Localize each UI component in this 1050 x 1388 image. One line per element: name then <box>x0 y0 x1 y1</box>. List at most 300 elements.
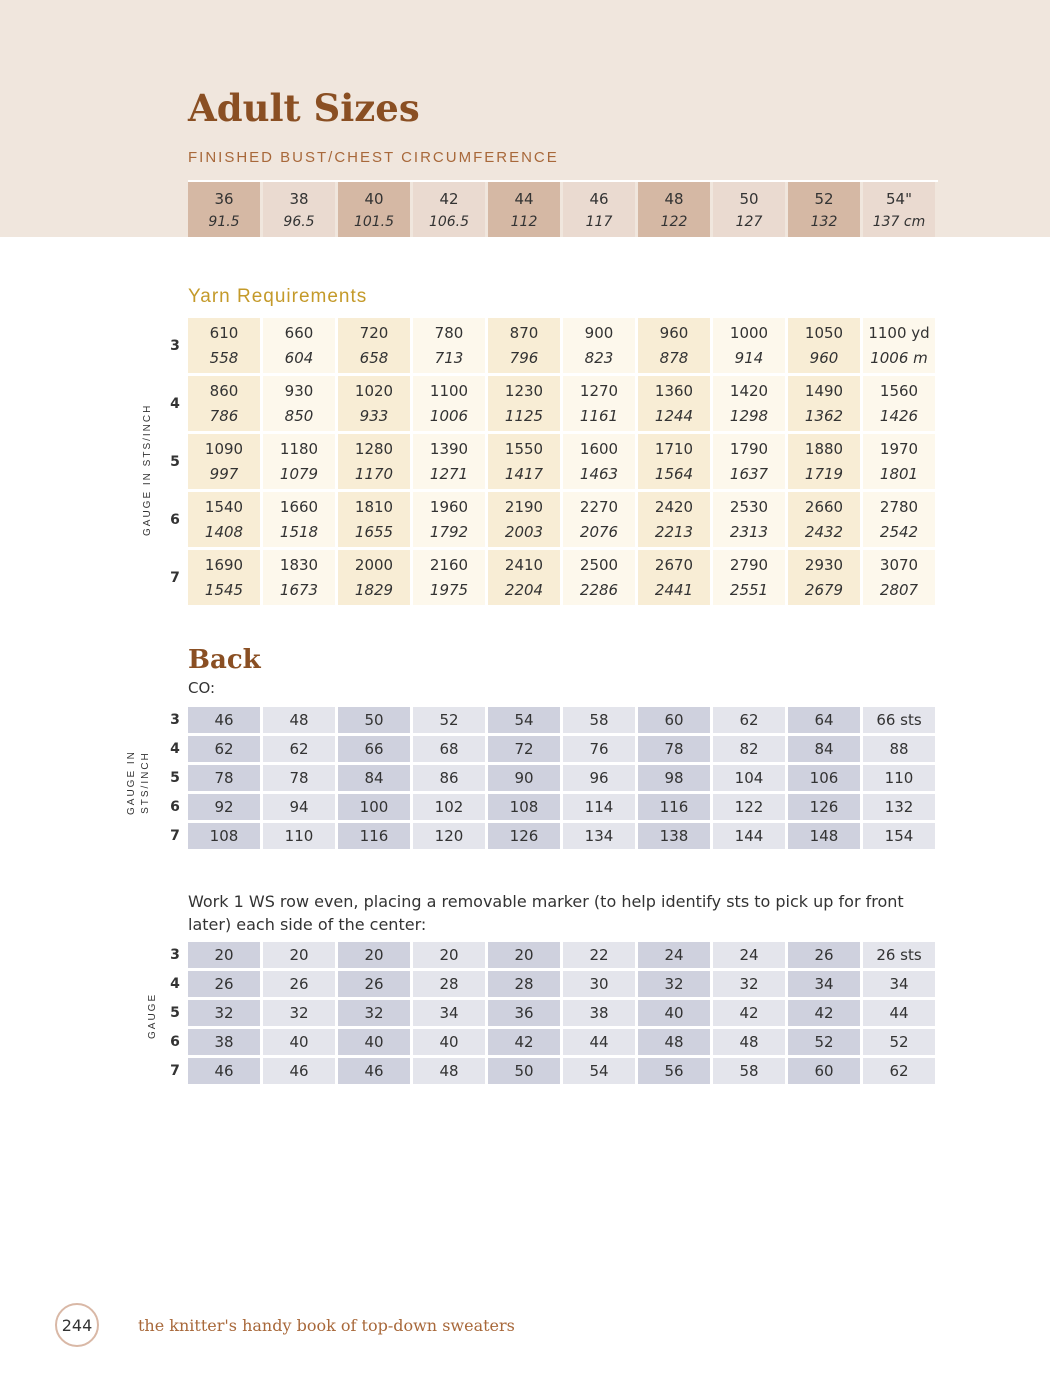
back-cell: 108 <box>188 823 260 849</box>
yarn-yards: 1660 <box>279 498 319 517</box>
size-cm: 122 <box>660 213 688 230</box>
yarn-cell <box>338 376 410 431</box>
work-cell: 40 <box>413 1029 485 1055</box>
work-cell: 60 <box>788 1058 860 1084</box>
back-gauge-number: 7 <box>170 828 180 844</box>
yarn-yards: 870 <box>509 324 539 343</box>
work-cell: 36 <box>488 1000 560 1026</box>
back-cell: 114 <box>563 794 635 820</box>
size-cm: 132 <box>810 213 838 230</box>
yarn-cell <box>413 434 485 489</box>
yarn-yards: 1970 <box>879 440 919 459</box>
back-gauge-number: 5 <box>170 770 180 786</box>
work-cell: 40 <box>263 1029 335 1055</box>
back-cell: 102 <box>413 794 485 820</box>
yarn-yards: 2670 <box>654 556 694 575</box>
back-cell: 132 <box>863 794 935 820</box>
size-inches: 50 <box>739 189 759 208</box>
yarn-yards: 610 <box>209 324 239 343</box>
yarn-yards: 1560 <box>879 382 919 401</box>
yarn-row <box>188 434 935 489</box>
yarn-yards: 1050 <box>804 324 844 343</box>
size-cell <box>263 182 335 237</box>
size-inches: 52 <box>814 189 834 208</box>
back-cell: 120 <box>413 823 485 849</box>
yarn-meters: 1463 <box>579 464 619 483</box>
work-instruction-text: Work 1 WS row even, placing a removable marker (to help identify sts to pick up for front later) each side of the center: <box>188 892 904 934</box>
yarn-cell <box>638 376 710 431</box>
yarn-cell <box>863 434 935 489</box>
work-gauge-number: 5 <box>170 1005 180 1021</box>
yarn-cell <box>638 434 710 489</box>
yarn-meters: 1829 <box>354 580 394 599</box>
yarn-meters: 1079 <box>279 464 319 483</box>
work-cell: 22 <box>563 942 635 968</box>
back-cell: 110 <box>863 765 935 791</box>
size-cm: 96.5 <box>283 213 315 230</box>
yarn-meters: 2204 <box>504 580 544 599</box>
back-cell: 62 <box>263 736 335 762</box>
work-cell: 40 <box>638 1000 710 1026</box>
size-cm: 101.5 <box>353 213 395 230</box>
yarn-cell <box>638 550 710 605</box>
yarn-cell <box>788 492 860 547</box>
back-cell: 92 <box>188 794 260 820</box>
yarn-yards: 1600 <box>579 440 619 459</box>
yarn-yards: 2410 <box>504 556 544 575</box>
back-row <box>188 823 935 849</box>
yarn-cell <box>788 318 860 373</box>
yarn-yards: 1810 <box>354 498 394 517</box>
yarn-meters: 713 <box>434 348 464 367</box>
back-cell: 84 <box>338 765 410 791</box>
yarn-cell <box>563 550 635 605</box>
work-cell: 44 <box>563 1029 635 1055</box>
yarn-yards: 930 <box>284 382 314 401</box>
yarn-cell <box>413 492 485 547</box>
yarn-cell <box>263 434 335 489</box>
yarn-meters: 786 <box>209 406 239 425</box>
back-cell: 108 <box>488 794 560 820</box>
yarn-yards: 1000 <box>729 324 769 343</box>
work-cell: 26 <box>338 971 410 997</box>
back-cell: 154 <box>863 823 935 849</box>
back-cell: 60 <box>638 707 710 733</box>
work-row <box>188 1029 935 1055</box>
yarn-cell <box>713 376 785 431</box>
yarn-meters: 2432 <box>804 522 844 541</box>
yarn-meters: 2213 <box>654 522 694 541</box>
yarn-cell <box>488 492 560 547</box>
yarn-yards: 2420 <box>654 498 694 517</box>
yarn-meters: 878 <box>659 348 689 367</box>
back-cell: 78 <box>638 736 710 762</box>
back-cell: 58 <box>563 707 635 733</box>
size-inches: 44 <box>514 189 534 208</box>
size-cm: 127 <box>735 213 763 230</box>
work-cell: 50 <box>488 1058 560 1084</box>
back-cell: 110 <box>263 823 335 849</box>
co-label: CO: <box>188 679 216 697</box>
yarn-cell <box>488 550 560 605</box>
work-cell: 26 <box>263 971 335 997</box>
work-gauge-number: 3 <box>170 947 180 963</box>
yarn-meters: 1564 <box>654 464 694 483</box>
size-cell <box>188 182 260 237</box>
yarn-meters: 1719 <box>804 464 844 483</box>
work-cell: 30 <box>563 971 635 997</box>
size-cell <box>563 182 635 237</box>
yarn-row <box>188 318 935 373</box>
yarn-meters: 796 <box>509 348 539 367</box>
yarn-yards: 1100 yd <box>868 324 930 343</box>
yarn-yards: 1280 <box>354 440 394 459</box>
back-cell: 84 <box>788 736 860 762</box>
back-cell: 88 <box>863 736 935 762</box>
work-cell: 34 <box>788 971 860 997</box>
back-cell: 100 <box>338 794 410 820</box>
yarn-cell <box>713 492 785 547</box>
work-cell: 32 <box>188 1000 260 1026</box>
back-cell: 116 <box>638 794 710 820</box>
yarn-meters: 658 <box>359 348 389 367</box>
yarn-cell <box>188 492 260 547</box>
yarn-meters: 2542 <box>879 522 919 541</box>
yarn-yards: 2530 <box>729 498 769 517</box>
yarn-gauge-number: 7 <box>170 570 180 586</box>
yarn-yards: 960 <box>659 324 689 343</box>
yarn-cell <box>713 434 785 489</box>
back-cell: 82 <box>713 736 785 762</box>
page-title: Adult Sizes <box>188 86 420 130</box>
yarn-cell <box>563 434 635 489</box>
yarn-yards: 2270 <box>579 498 619 517</box>
back-cell: 126 <box>488 823 560 849</box>
size-cell <box>863 182 935 237</box>
size-inches: 36 <box>214 189 234 208</box>
size-cell <box>788 182 860 237</box>
work-cell: 32 <box>638 971 710 997</box>
yarn-gauge-number: 3 <box>170 338 180 354</box>
yarn-yards: 2790 <box>729 556 769 575</box>
work-cell: 38 <box>563 1000 635 1026</box>
size-inches: 38 <box>289 189 309 208</box>
yarn-yards: 1880 <box>804 440 844 459</box>
yarn-yards: 1390 <box>429 440 469 459</box>
yarn-cell <box>638 318 710 373</box>
back-row <box>188 736 935 762</box>
work-row <box>188 1058 935 1084</box>
yarn-meters: 1655 <box>354 522 394 541</box>
yarn-meters: 997 <box>209 464 239 483</box>
work-cell: 24 <box>638 942 710 968</box>
back-cell: 98 <box>638 765 710 791</box>
back-cell: 46 <box>188 707 260 733</box>
yarn-cell <box>188 318 260 373</box>
yarn-meters: 1408 <box>204 522 244 541</box>
back-gauge-number: 4 <box>170 741 180 757</box>
size-inches: 54" <box>886 189 912 208</box>
work-cell: 48 <box>413 1058 485 1084</box>
back-cell: 66 sts <box>863 707 935 733</box>
back-cell: 76 <box>563 736 635 762</box>
yarn-meters: 1975 <box>429 580 469 599</box>
yarn-meters: 2313 <box>729 522 769 541</box>
work-cell: 26 <box>788 942 860 968</box>
yarn-yards: 860 <box>209 382 239 401</box>
yarn-meters: 914 <box>734 348 764 367</box>
marker-table <box>188 942 935 1087</box>
size-inches: 46 <box>589 189 609 208</box>
yarn-requirements-table <box>188 318 935 608</box>
back-cell: 62 <box>713 707 785 733</box>
yarn-yards: 2160 <box>429 556 469 575</box>
back-cell: 104 <box>713 765 785 791</box>
yarn-yards: 1230 <box>504 382 544 401</box>
yarn-cell <box>488 434 560 489</box>
yarn-meters: 823 <box>584 348 614 367</box>
work-cell: 32 <box>263 1000 335 1026</box>
yarn-meters: 1417 <box>504 464 544 483</box>
yarn-meters: 1006 m <box>870 348 928 367</box>
yarn-meters: 1801 <box>879 464 919 483</box>
yarn-yards: 1490 <box>804 382 844 401</box>
work-cell: 46 <box>263 1058 335 1084</box>
work-cell: 54 <box>563 1058 635 1084</box>
yarn-meters: 2441 <box>654 580 694 599</box>
back-row <box>188 794 935 820</box>
work-cell: 46 <box>338 1058 410 1084</box>
yarn-yards: 720 <box>359 324 389 343</box>
yarn-meters: 2286 <box>579 580 619 599</box>
work-cell: 32 <box>338 1000 410 1026</box>
yarn-cell <box>638 492 710 547</box>
book-title-footer: the knitter's handy book of top-down sweaters <box>138 1316 515 1335</box>
yarn-meters: 558 <box>209 348 239 367</box>
yarn-cell <box>488 376 560 431</box>
yarn-meters: 1518 <box>279 522 319 541</box>
back-cell: 122 <box>713 794 785 820</box>
work-cell: 28 <box>413 971 485 997</box>
back-cell: 126 <box>788 794 860 820</box>
back-cell: 54 <box>488 707 560 733</box>
yarn-meters: 1673 <box>279 580 319 599</box>
size-inches: 48 <box>664 189 684 208</box>
back-gauge-number: 6 <box>170 799 180 815</box>
yarn-meters: 2003 <box>504 522 544 541</box>
yarn-meters: 1545 <box>204 580 244 599</box>
size-cell <box>413 182 485 237</box>
work-cell: 42 <box>713 1000 785 1026</box>
yarn-meters: 2076 <box>579 522 619 541</box>
work-row <box>188 971 935 997</box>
work-cell: 52 <box>788 1029 860 1055</box>
yarn-cell <box>788 376 860 431</box>
yarn-yards: 1830 <box>279 556 319 575</box>
yarn-meters: 1006 <box>429 406 469 425</box>
back-cell: 66 <box>338 736 410 762</box>
size-inches: 42 <box>439 189 459 208</box>
work-cell: 34 <box>863 971 935 997</box>
back-cell: 94 <box>263 794 335 820</box>
yarn-yards: 900 <box>584 324 614 343</box>
yarn-requirements-heading: Yarn Requirements <box>188 286 368 307</box>
yarn-cell <box>563 376 635 431</box>
yarn-yards: 780 <box>434 324 464 343</box>
yarn-meters: 1161 <box>579 406 619 425</box>
yarn-cell <box>188 434 260 489</box>
back-gauge-number: 3 <box>170 712 180 728</box>
yarn-cell <box>713 550 785 605</box>
yarn-meters: 2807 <box>879 580 919 599</box>
back-row <box>188 707 935 733</box>
work-cell: 62 <box>863 1058 935 1084</box>
yarn-meters: 933 <box>359 406 389 425</box>
work-cell: 20 <box>413 942 485 968</box>
back-cell: 68 <box>413 736 485 762</box>
work-cell: 20 <box>188 942 260 968</box>
yarn-row <box>188 550 935 605</box>
yarn-gauge-number: 6 <box>170 512 180 528</box>
yarn-yards: 1020 <box>354 382 394 401</box>
yarn-gauge-number: 5 <box>170 454 180 470</box>
yarn-meters: 1792 <box>429 522 469 541</box>
yarn-yards: 1540 <box>204 498 244 517</box>
yarn-cell <box>338 492 410 547</box>
back-cell: 50 <box>338 707 410 733</box>
yarn-yards: 1420 <box>729 382 769 401</box>
yarn-cell <box>863 492 935 547</box>
work-gauge-number: 6 <box>170 1034 180 1050</box>
back-cell: 78 <box>188 765 260 791</box>
work-cell: 42 <box>488 1029 560 1055</box>
yarn-yards: 2190 <box>504 498 544 517</box>
work-cell: 34 <box>413 1000 485 1026</box>
yarn-meters: 604 <box>284 348 314 367</box>
yarn-row <box>188 492 935 547</box>
yarn-yards: 1960 <box>429 498 469 517</box>
yarn-meters: 1362 <box>804 406 844 425</box>
work-cell: 20 <box>488 942 560 968</box>
yarn-cell <box>338 550 410 605</box>
back-cell: 78 <box>263 765 335 791</box>
yarn-cell <box>488 318 560 373</box>
back-cell: 64 <box>788 707 860 733</box>
back-cell: 148 <box>788 823 860 849</box>
yarn-yards: 1690 <box>204 556 244 575</box>
back-heading: Back <box>188 645 261 675</box>
yarn-cell <box>263 376 335 431</box>
yarn-yards: 2780 <box>879 498 919 517</box>
yarn-yards: 2000 <box>354 556 394 575</box>
yarn-cell <box>263 550 335 605</box>
page-number: 244 <box>55 1303 99 1347</box>
yarn-row <box>188 376 935 431</box>
size-cell <box>488 182 560 237</box>
yarn-cell <box>338 434 410 489</box>
work-cell: 28 <box>488 971 560 997</box>
work-gauge-number: 7 <box>170 1063 180 1079</box>
yarn-yards: 2930 <box>804 556 844 575</box>
work-gauge-number: 4 <box>170 976 180 992</box>
work-cell: 48 <box>713 1029 785 1055</box>
work-cell: 42 <box>788 1000 860 1026</box>
yarn-cell <box>188 550 260 605</box>
yarn-gauge-number: 4 <box>170 396 180 412</box>
back-gauge-label-line2: STS/INCH <box>140 751 151 814</box>
yarn-meters: 2551 <box>729 580 769 599</box>
work-cell: 32 <box>713 971 785 997</box>
work-cell: 48 <box>638 1029 710 1055</box>
yarn-meters: 960 <box>809 348 839 367</box>
yarn-yards: 660 <box>284 324 314 343</box>
work-cell: 58 <box>713 1058 785 1084</box>
yarn-cell <box>563 492 635 547</box>
back-cell: 134 <box>563 823 635 849</box>
size-inches: 40 <box>364 189 384 208</box>
back-cell: 116 <box>338 823 410 849</box>
work-cell: 24 <box>713 942 785 968</box>
yarn-meters: 1244 <box>654 406 694 425</box>
back-gauge-label-line1: GAUGE IN <box>126 750 137 815</box>
back-cell: 96 <box>563 765 635 791</box>
yarn-meters: 1426 <box>879 406 919 425</box>
section-subtitle: FINISHED BUST/CHEST CIRCUMFERENCE <box>188 149 559 166</box>
yarn-cell <box>413 318 485 373</box>
yarn-yards: 1090 <box>204 440 244 459</box>
size-cm: 117 <box>585 213 613 230</box>
work-cell: 26 sts <box>863 942 935 968</box>
yarn-meters: 1271 <box>429 464 469 483</box>
yarn-cell <box>863 376 935 431</box>
yarn-cell <box>188 376 260 431</box>
yarn-cell <box>713 318 785 373</box>
yarn-meters: 1125 <box>504 406 544 425</box>
yarn-yards: 1790 <box>729 440 769 459</box>
work-cell: 56 <box>638 1058 710 1084</box>
size-cm: 106.5 <box>428 213 470 230</box>
work-cell: 44 <box>863 1000 935 1026</box>
work-cell: 46 <box>188 1058 260 1084</box>
yarn-cell <box>788 550 860 605</box>
yarn-cell <box>263 318 335 373</box>
yarn-cell <box>413 550 485 605</box>
size-cell <box>338 182 410 237</box>
yarn-yards: 2500 <box>579 556 619 575</box>
yarn-gauge-label: GAUGE IN STS/INCH <box>142 403 153 536</box>
work-cell: 20 <box>263 942 335 968</box>
work-row <box>188 942 935 968</box>
work-cell: 38 <box>188 1029 260 1055</box>
yarn-yards: 1100 <box>429 382 469 401</box>
yarn-meters: 2679 <box>804 580 844 599</box>
yarn-cell <box>563 318 635 373</box>
yarn-cell <box>413 376 485 431</box>
yarn-meters: 850 <box>284 406 314 425</box>
yarn-meters: 1170 <box>354 464 394 483</box>
back-cell: 72 <box>488 736 560 762</box>
yarn-yards: 3070 <box>879 556 919 575</box>
yarn-yards: 1710 <box>654 440 694 459</box>
work-cell: 40 <box>338 1029 410 1055</box>
work-cell: 52 <box>863 1029 935 1055</box>
back-cell: 144 <box>713 823 785 849</box>
sizes-table <box>188 182 935 237</box>
back-cell: 90 <box>488 765 560 791</box>
size-cell <box>638 182 710 237</box>
yarn-cell <box>263 492 335 547</box>
back-row <box>188 765 935 791</box>
